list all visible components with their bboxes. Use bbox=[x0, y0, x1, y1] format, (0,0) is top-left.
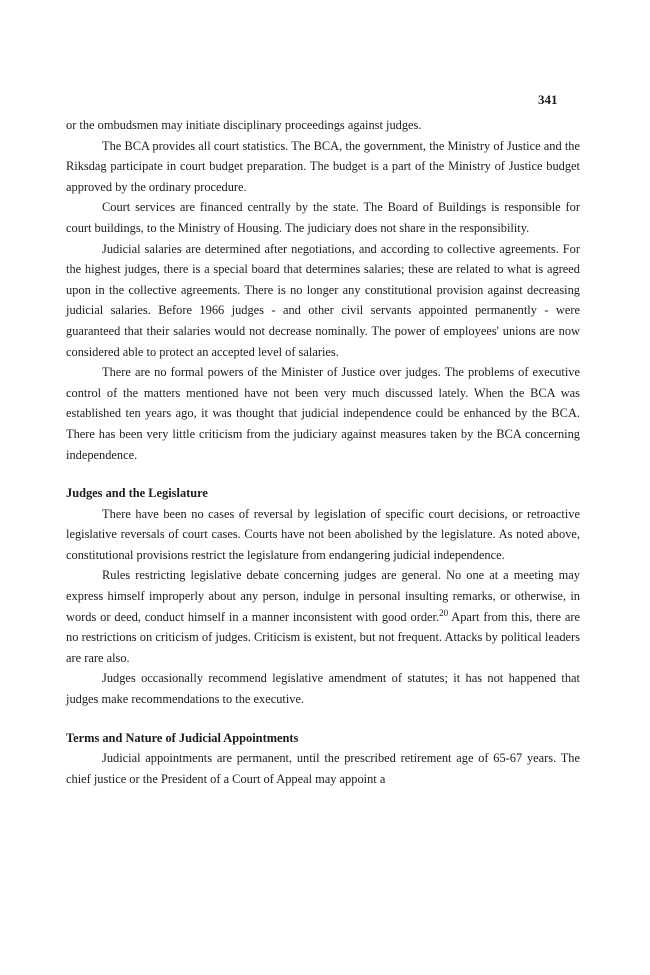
paragraph-court-services: Court services are financed centrally by the state. The Board of Buildings is responsible for court buildings, to the Ministry of Housing. The judiciary does not share in the responsibility. bbox=[66, 200, 580, 235]
paragraph-court-statistics: The BCA provides all court statistics. The BCA, the government, the Ministry of Justice and the Riksdag participate in court budget preparation. The budget is a part of the Ministry of Justice budget approved by the ordinary procedure. bbox=[66, 138, 580, 194]
paragraph-legislative-debate-tail: Apart from this, there are no restrictions on criticism of judges. Criticism is existent, but not frequent. Attacks by political leaders are rare also. bbox=[66, 609, 580, 665]
page-body bbox=[66, 115, 580, 789]
page-number: 341 bbox=[538, 92, 558, 107]
paragraph-legislative-debate bbox=[66, 565, 580, 668]
paragraph-recommendations: Judges occasionally recommend legislative amendment of statutes; it has not happened that judges make recommendations to the executive. bbox=[66, 671, 580, 707]
paragraph-no-reversal: There have been no cases of reversal by legislation of specific court decisions, or retroactive legislative reversals of court cases. Courts have not been abolished by the legislature. As noted above, constitutional provisions restrict the legislature from endangering judicial independence. bbox=[66, 506, 580, 562]
section-heading-legislature: Judges and the Legislature bbox=[66, 486, 208, 501]
footnote-reference: 20 bbox=[439, 607, 449, 618]
paragraph-legislative-debate-text: Rules restricting legislative debate concerning judges are general. No one at a meeting may express himself improperly about any person, indulge in personal insulting remarks, or otherwise, in words or deed, conduct himself in a manner inconsistent with good order. bbox=[66, 568, 580, 624]
paragraph-minister-powers: There are no formal powers of the Minister of Justice over judges. The problems of executive control of the matters mentioned have not been very much discussed lately. When the BCA was established ten years ago, it was thought that judicial independence could be enhanced by the BCA. There has been very little criticism from the judiciary against measures taken by the BCA concerning independence. bbox=[66, 365, 580, 462]
section-heading-appointments: Terms and Nature of Judicial Appointments bbox=[66, 730, 299, 745]
paragraph-judicial-salaries: Judicial salaries are determined after negotiations, and according to collective agreements. For the highest judges, there is a special board that determines salaries; these are related to what is agreed upon in the collective agreements. There is no longer any constitutional provision against decreasing judicial salaries. Before 1966 judges - and other civil servants appointed permanently - were guaranteed that their salaries would not decrease nominally. The power of employees' unions are now considered able to protect an accepted level of salaries. bbox=[66, 241, 580, 359]
paragraph-disciplinary: or the ombudsmen may initiate disciplinary proceedings against judges. bbox=[66, 118, 422, 132]
paragraph-appointments: Judicial appointments are permanent, until the prescribed retirement age of 65-67 years. The chief justice or the President of a Court of Appeal may appoint a bbox=[66, 751, 580, 786]
